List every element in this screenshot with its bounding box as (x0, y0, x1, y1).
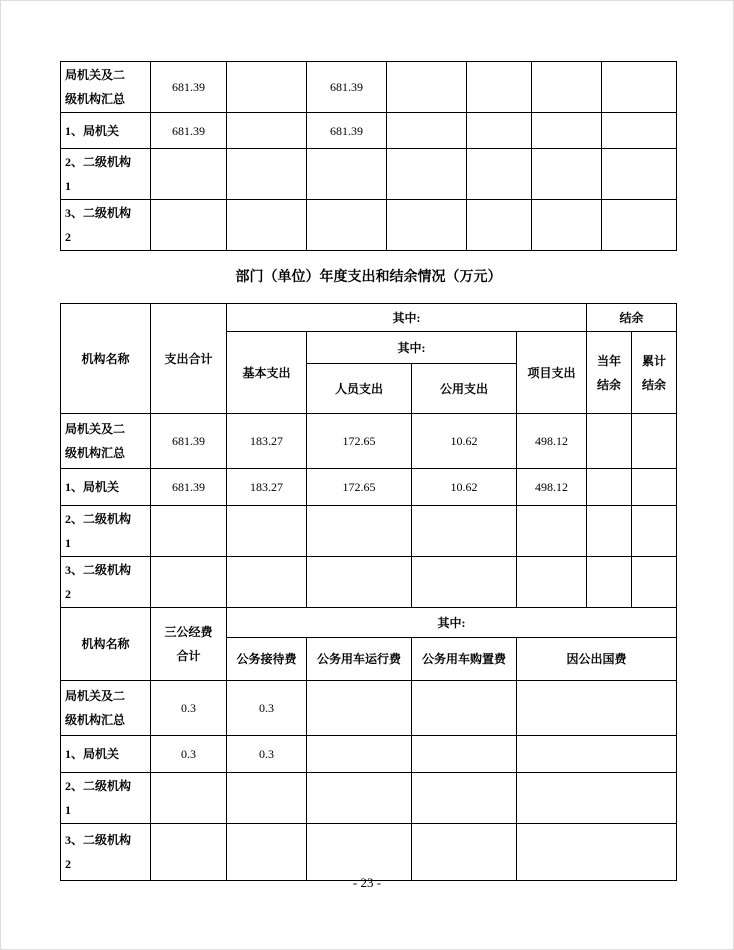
table-row (61, 773, 677, 824)
value-cell (151, 557, 227, 608)
org-name-cell: 2、二级机构1 (61, 149, 151, 200)
table-row (61, 414, 677, 469)
value-cell (467, 200, 532, 251)
value-cell (532, 149, 602, 200)
page-number: - 23 - (352, 875, 382, 890)
org-name-cell: 1、局机关 (61, 113, 151, 149)
value-cell (602, 62, 677, 113)
value-cell: 681.39 (151, 469, 227, 506)
value-cell (387, 113, 467, 149)
value-cell (587, 506, 632, 557)
value-cell (227, 773, 307, 824)
value-cell (517, 557, 587, 608)
value-cell: 183.27 (227, 469, 307, 506)
org-name-cell: 3、二级机构2 (61, 200, 151, 251)
value-cell (307, 773, 412, 824)
table-row (61, 506, 677, 557)
value-cell (227, 200, 307, 251)
value-cell: 10.62 (412, 414, 517, 469)
document-content (60, 61, 677, 881)
table-header-row (61, 304, 677, 332)
value-cell (227, 824, 307, 881)
value-cell: 0.3 (151, 681, 227, 736)
value-cell (307, 200, 387, 251)
value-cell (467, 113, 532, 149)
value-cell (387, 149, 467, 200)
income-table-continued (60, 61, 677, 251)
table-row (61, 681, 677, 736)
org-name-cell: 1、局机关 (61, 736, 151, 773)
value-cell (467, 149, 532, 200)
value-cell (517, 773, 677, 824)
value-cell: 681.39 (307, 113, 387, 149)
value-cell (307, 681, 412, 736)
org-name-cell: 2、二级机构1 (61, 506, 151, 557)
value-cell (602, 149, 677, 200)
value-cell: 172.65 (307, 414, 412, 469)
value-cell (587, 469, 632, 506)
header-basic-expenditure: 基本支出 (227, 332, 307, 414)
table-row (61, 557, 677, 608)
value-cell (587, 414, 632, 469)
header-of-which: 其中: (227, 608, 677, 638)
value-cell: 183.27 (227, 414, 307, 469)
org-name-cell: 局机关及二级机构汇总 (61, 414, 151, 469)
value-cell (532, 113, 602, 149)
table-row (61, 113, 677, 149)
value-cell (412, 736, 517, 773)
value-cell (151, 824, 227, 881)
value-cell (412, 681, 517, 736)
header-of-which: 其中: (227, 304, 587, 332)
value-cell (632, 557, 677, 608)
header-overseas-trips: 因公出国费 (517, 638, 677, 681)
value-cell (151, 200, 227, 251)
value-cell (517, 824, 677, 881)
header-org-name: 机构名称 (61, 304, 151, 414)
value-cell (151, 149, 227, 200)
org-name-cell: 2、二级机构1 (61, 773, 151, 824)
header-vehicle-purchase: 公务用车购置费 (412, 638, 517, 681)
value-cell (412, 773, 517, 824)
value-cell (307, 506, 412, 557)
header-vehicle-operation: 公务用车运行费 (307, 638, 412, 681)
header-public-expenditure: 公用支出 (412, 364, 517, 414)
value-cell: 0.3 (227, 736, 307, 773)
value-cell (387, 200, 467, 251)
table-row (61, 149, 677, 200)
value-cell (632, 469, 677, 506)
value-cell (227, 62, 307, 113)
value-cell (632, 506, 677, 557)
table-row (61, 469, 677, 506)
three-public-funds-table (60, 607, 677, 881)
value-cell: 681.39 (151, 62, 227, 113)
table-row (61, 736, 677, 773)
value-cell: 10.62 (412, 469, 517, 506)
value-cell (151, 773, 227, 824)
value-cell (517, 736, 677, 773)
table-row (61, 62, 677, 113)
value-cell (467, 62, 532, 113)
value-cell (307, 557, 412, 608)
value-cell: 681.39 (151, 113, 227, 149)
value-cell (151, 506, 227, 557)
header-current-year-balance: 当年结余 (587, 332, 632, 414)
value-cell (532, 62, 602, 113)
expenditure-balance-table (60, 303, 677, 608)
value-cell: 0.3 (227, 681, 307, 736)
value-cell (307, 736, 412, 773)
value-cell (412, 824, 517, 881)
value-cell (227, 113, 307, 149)
table-row (61, 824, 677, 881)
header-cumulative-balance: 累计结余 (632, 332, 677, 414)
value-cell: 681.39 (307, 62, 387, 113)
value-cell (602, 200, 677, 251)
value-cell: 0.3 (151, 736, 227, 773)
value-cell (387, 62, 467, 113)
org-name-cell: 1、局机关 (61, 469, 151, 506)
header-personnel-expenditure: 人员支出 (307, 364, 412, 414)
expenditure-section-title: 部门（单位）年度支出和结余情况（万元） (235, 270, 502, 285)
value-cell (227, 149, 307, 200)
header-three-public-total: 三公经费合计 (151, 608, 227, 681)
header-org-name: 机构名称 (61, 608, 151, 681)
value-cell (412, 506, 517, 557)
header-project-expenditure: 项目支出 (517, 332, 587, 414)
org-name-cell: 局机关及二级机构汇总 (61, 681, 151, 736)
value-cell (307, 149, 387, 200)
value-cell: 172.65 (307, 469, 412, 506)
value-cell: 498.12 (517, 414, 587, 469)
value-cell (307, 824, 412, 881)
value-cell (227, 506, 307, 557)
header-balance: 结余 (587, 304, 677, 332)
value-cell: 498.12 (517, 469, 587, 506)
value-cell (412, 557, 517, 608)
value-cell (587, 557, 632, 608)
value-cell (532, 200, 602, 251)
value-cell (632, 414, 677, 469)
value-cell: 681.39 (151, 414, 227, 469)
value-cell (602, 113, 677, 149)
value-cell (517, 681, 677, 736)
value-cell (517, 506, 587, 557)
header-official-reception: 公务接待费 (227, 638, 307, 681)
header-expenditure-total: 支出合计 (151, 304, 227, 414)
table-row (61, 200, 677, 251)
org-name-cell: 3、二级机构2 (61, 824, 151, 881)
org-name-cell: 局机关及二级机构汇总 (61, 62, 151, 113)
org-name-cell: 3、二级机构2 (61, 557, 151, 608)
value-cell (227, 557, 307, 608)
header-of-which-sub: 其中: (307, 332, 517, 364)
table-header-row (61, 608, 677, 638)
